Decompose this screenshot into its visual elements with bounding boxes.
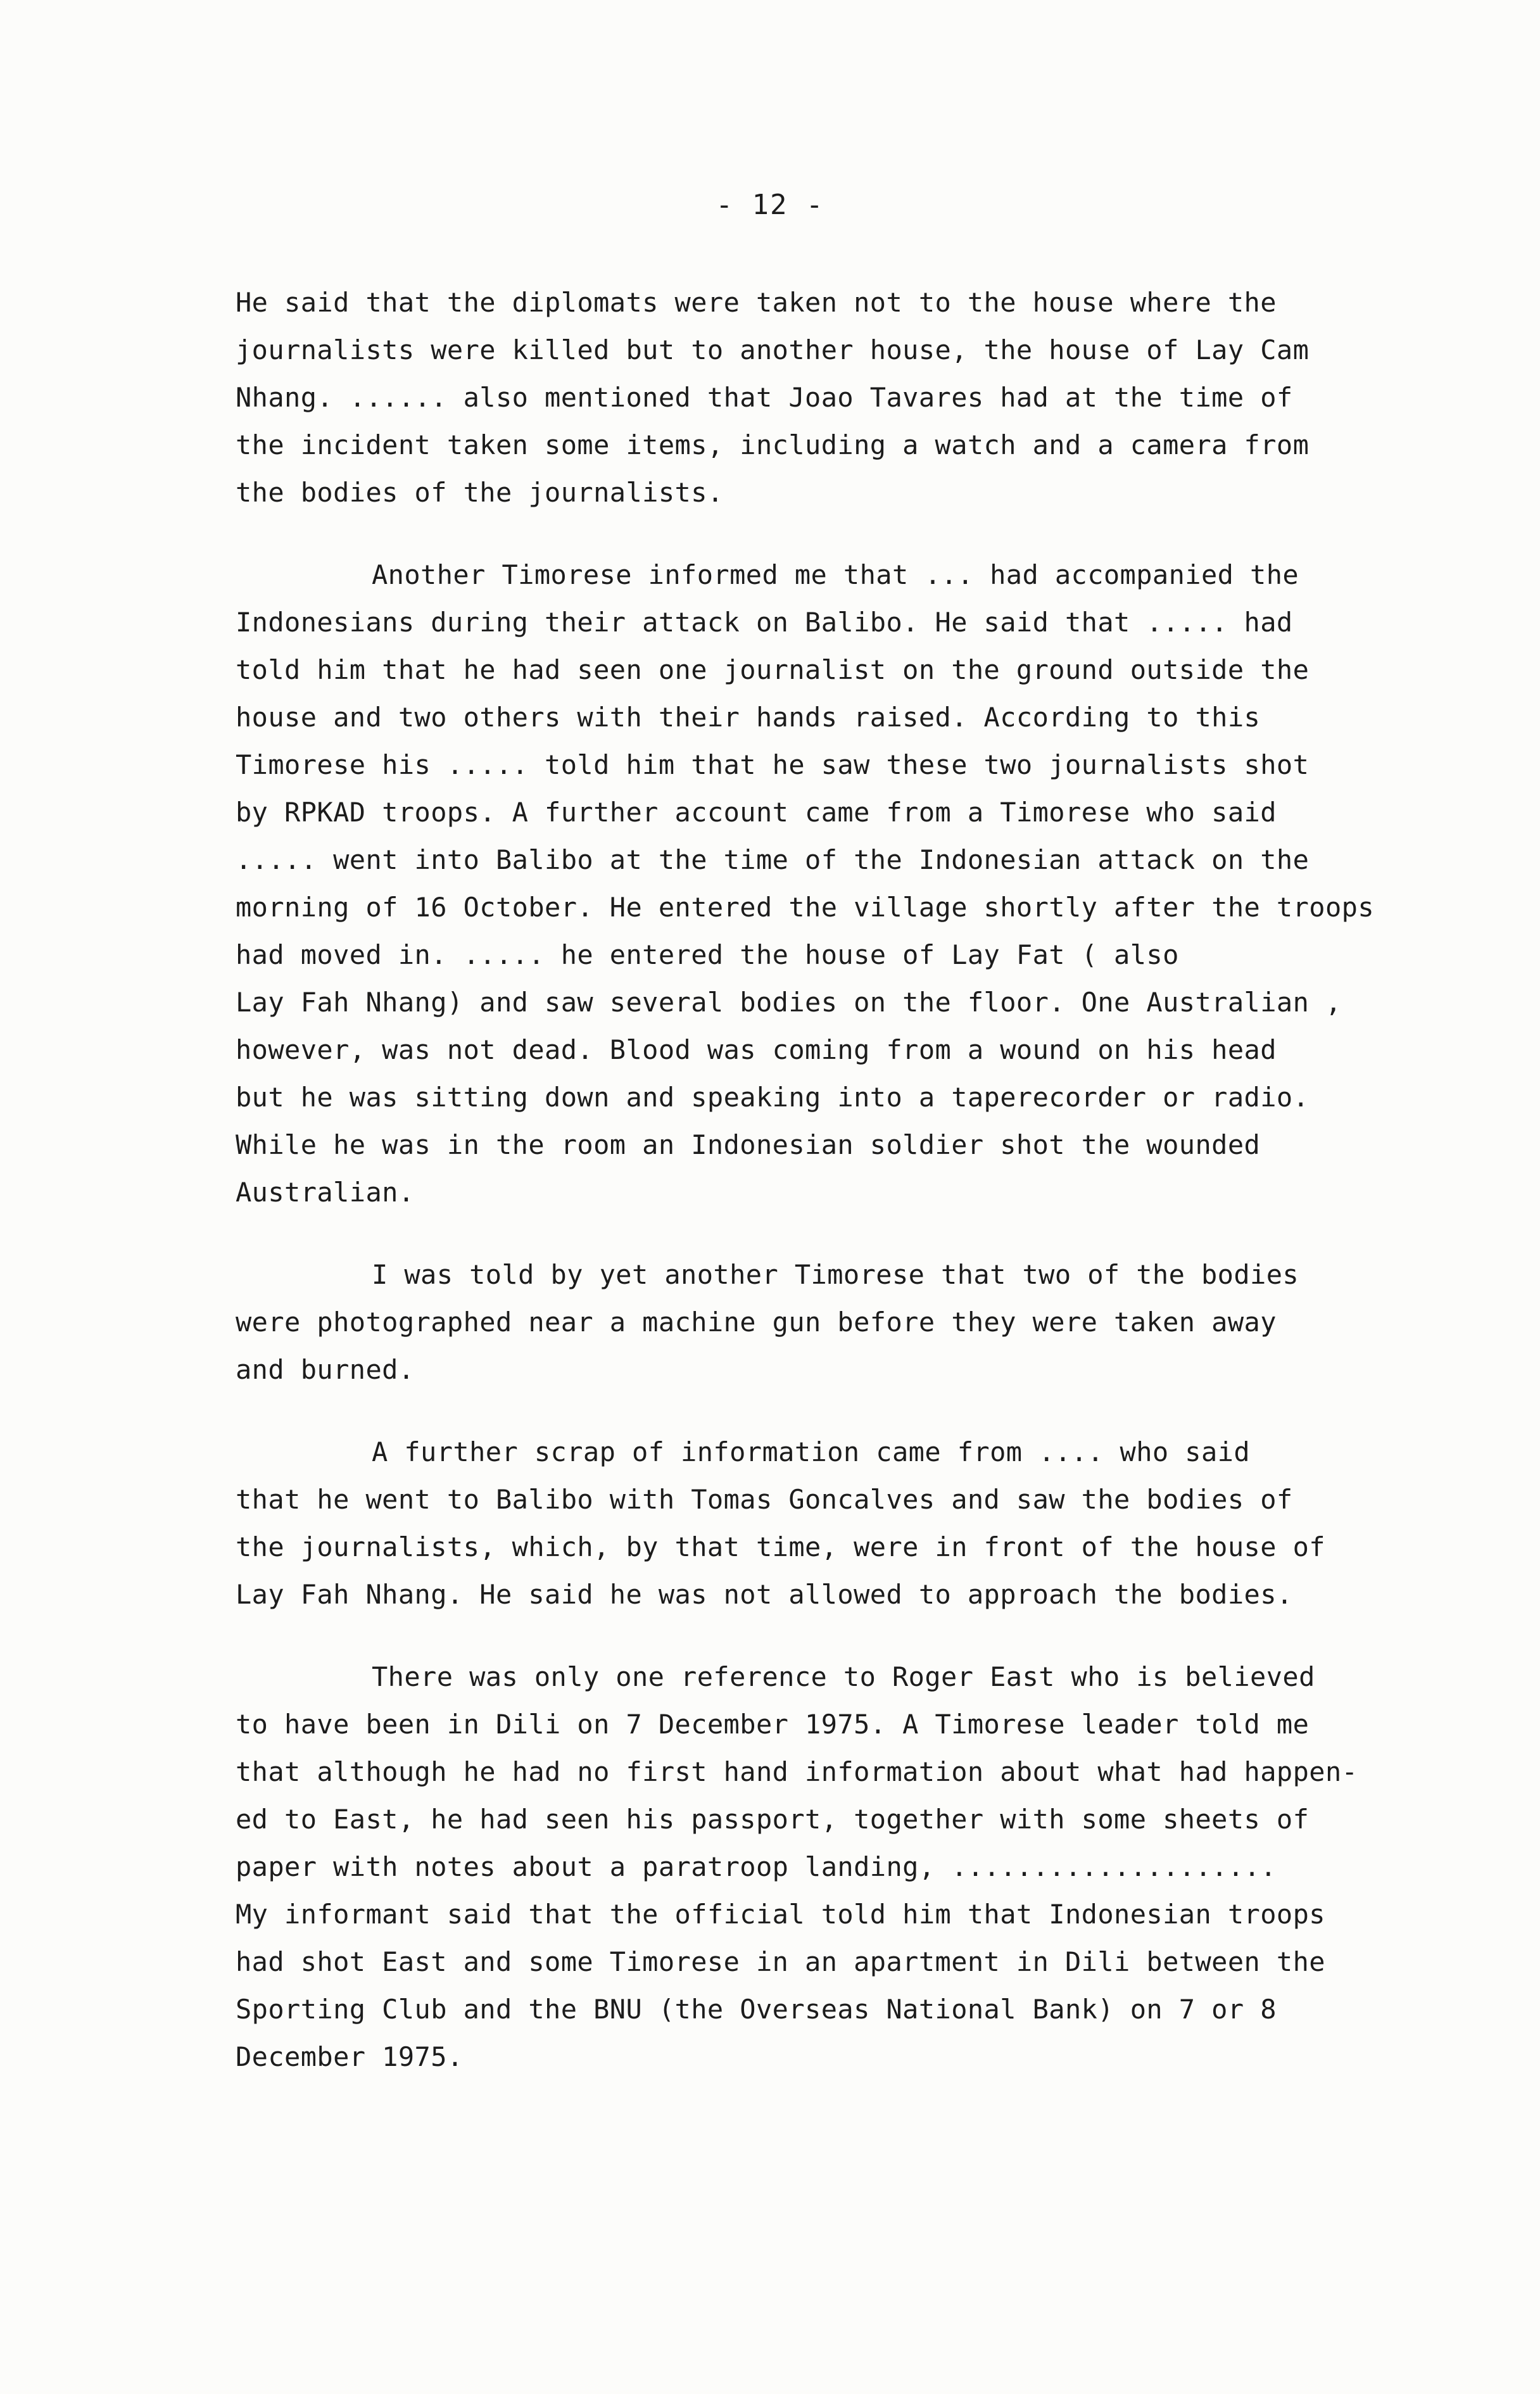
- text-line: Indonesians during their attack on Balibo. He said that ..... had: [236, 607, 1293, 638]
- text-line: had moved in. ..... he entered the house of Lay Fat ( also: [236, 939, 1179, 970]
- text-line: I was told by yet another Timorese that two of the bodies: [372, 1259, 1299, 1290]
- paragraph-3: [236, 1251, 1439, 1393]
- page-number: - 12 -: [716, 189, 824, 221]
- text-line: December 1975.: [236, 2041, 464, 2072]
- body-text: [236, 279, 1439, 2080]
- text-line: ..... went into Balibo at the time of the Indonesian attack on the: [236, 844, 1310, 875]
- text-line: had shot East and some Timorese in an apartment in Dili between the: [236, 1946, 1325, 1977]
- text-line: Another Timorese informed me that ... had accompanied the: [372, 559, 1299, 590]
- text-line: were photographed near a machine gun before they were taken away: [236, 1307, 1277, 1338]
- text-line: Lay Fah Nhang. He said he was not allowed to approach the bodies.: [236, 1579, 1293, 1610]
- text-line: house and two others with their hands raised. According to this: [236, 702, 1261, 733]
- text-line: My informant said that the official told him that Indonesian troops: [236, 1899, 1325, 1930]
- text-line: Sporting Club and the BNU (the Overseas National Bank) on 7 or 8: [236, 1994, 1277, 2025]
- text-line: told him that he had seen one journalist on the ground outside the: [236, 654, 1310, 685]
- text-line: to have been in Dili on 7 December 1975. A Timorese leader told me: [236, 1709, 1310, 1740]
- text-line: morning of 16 October. He entered the village shortly after the troops: [236, 892, 1375, 923]
- text-line: but he was sitting down and speaking into a taperecorder or radio.: [236, 1082, 1310, 1113]
- text-line: and burned.: [236, 1354, 415, 1385]
- text-line: There was only one reference to Roger East who is believed: [372, 1661, 1315, 1692]
- paragraph-2: [236, 551, 1439, 1216]
- text-line: the incident taken some items, including a watch and a camera from: [236, 429, 1310, 460]
- text-line: A further scrap of information came from .... who said: [372, 1436, 1251, 1467]
- text-line: Lay Fah Nhang) and saw several bodies on the floor. One Australian ,: [236, 987, 1342, 1018]
- text-line: He said that the diplomats were taken not to the house where the: [236, 287, 1277, 318]
- text-line: that he went to Balibo with Tomas Goncalves and saw the bodies of: [236, 1484, 1293, 1515]
- text-line: journalists were killed but to another house, the house of Lay Cam: [236, 334, 1310, 365]
- text-line: ed to East, he had seen his passport, together with some sheets of: [236, 1804, 1310, 1835]
- text-line: the bodies of the journalists.: [236, 477, 724, 508]
- paragraph-5: [236, 1653, 1439, 2080]
- text-line: While he was in the room an Indonesian soldier shot the wounded: [236, 1129, 1261, 1160]
- text-line: Timorese his ..... told him that he saw these two journalists shot: [236, 749, 1310, 780]
- text-line: that although he had no first hand information about what had happen-: [236, 1756, 1358, 1787]
- text-line: paper with notes about a paratroop landing, ....................: [236, 1851, 1277, 1882]
- text-line: however, was not dead. Blood was coming from a wound on his head: [236, 1034, 1277, 1065]
- paragraph-4: [236, 1428, 1439, 1618]
- paragraph-1: [236, 279, 1439, 516]
- text-line: by RPKAD troops. A further account came from a Timorese who said: [236, 797, 1277, 828]
- text-line: the journalists, which, by that time, were in front of the house of: [236, 1531, 1325, 1562]
- text-line: Nhang. ...... also mentioned that Joao Tavares had at the time of: [236, 382, 1293, 413]
- text-line: Australian.: [236, 1177, 415, 1208]
